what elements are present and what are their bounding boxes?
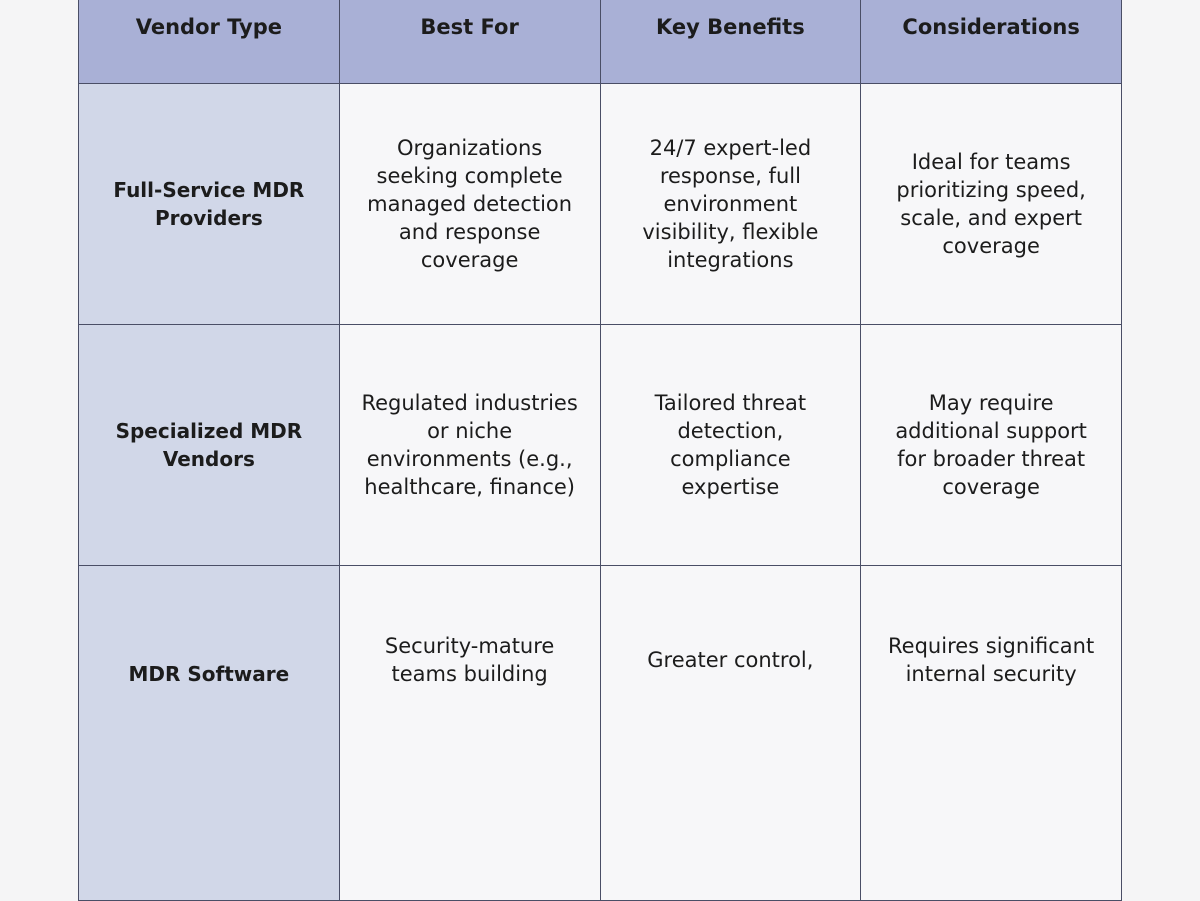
key-benefits-cell: 24/7 expert-led response, full environment visibility, flexible integrations <box>600 84 861 325</box>
header-key-benefits: Key Benefits <box>600 0 861 84</box>
header-vendor-type: Vendor Type <box>79 0 340 84</box>
table-row <box>79 325 1122 566</box>
table-row <box>79 84 1122 325</box>
vendor-type-cell: Full-Service MDR Providers <box>79 84 340 325</box>
considerations-cell: Requires significant internal security <box>861 566 1122 901</box>
considerations-cell: May require additional support for broader threat coverage <box>861 325 1122 566</box>
considerations-cell: Ideal for teams prioritizing speed, scale, and expert coverage <box>861 84 1122 325</box>
header-best-for: Best For <box>339 0 600 84</box>
key-benefits-cell: Tailored threat detection, compliance expertise <box>600 325 861 566</box>
vendor-type-cell: Specialized MDR Vendors <box>79 325 340 566</box>
header-considerations: Considerations <box>861 0 1122 84</box>
table-header <box>79 0 1122 84</box>
best-for-cell: Regulated industries or niche environments (e.g., healthcare, finance) <box>339 325 600 566</box>
best-for-cell: Organizations seeking complete managed detection and response coverage <box>339 84 600 325</box>
key-benefits-cell: Greater control, <box>600 566 861 901</box>
best-for-cell: Security-mature teams building <box>339 566 600 901</box>
table-body <box>79 84 1122 901</box>
table-row <box>79 566 1122 901</box>
header-row <box>79 0 1122 84</box>
mdr-vendor-comparison-table <box>78 0 1122 901</box>
vendor-type-cell: MDR Software <box>79 566 340 901</box>
